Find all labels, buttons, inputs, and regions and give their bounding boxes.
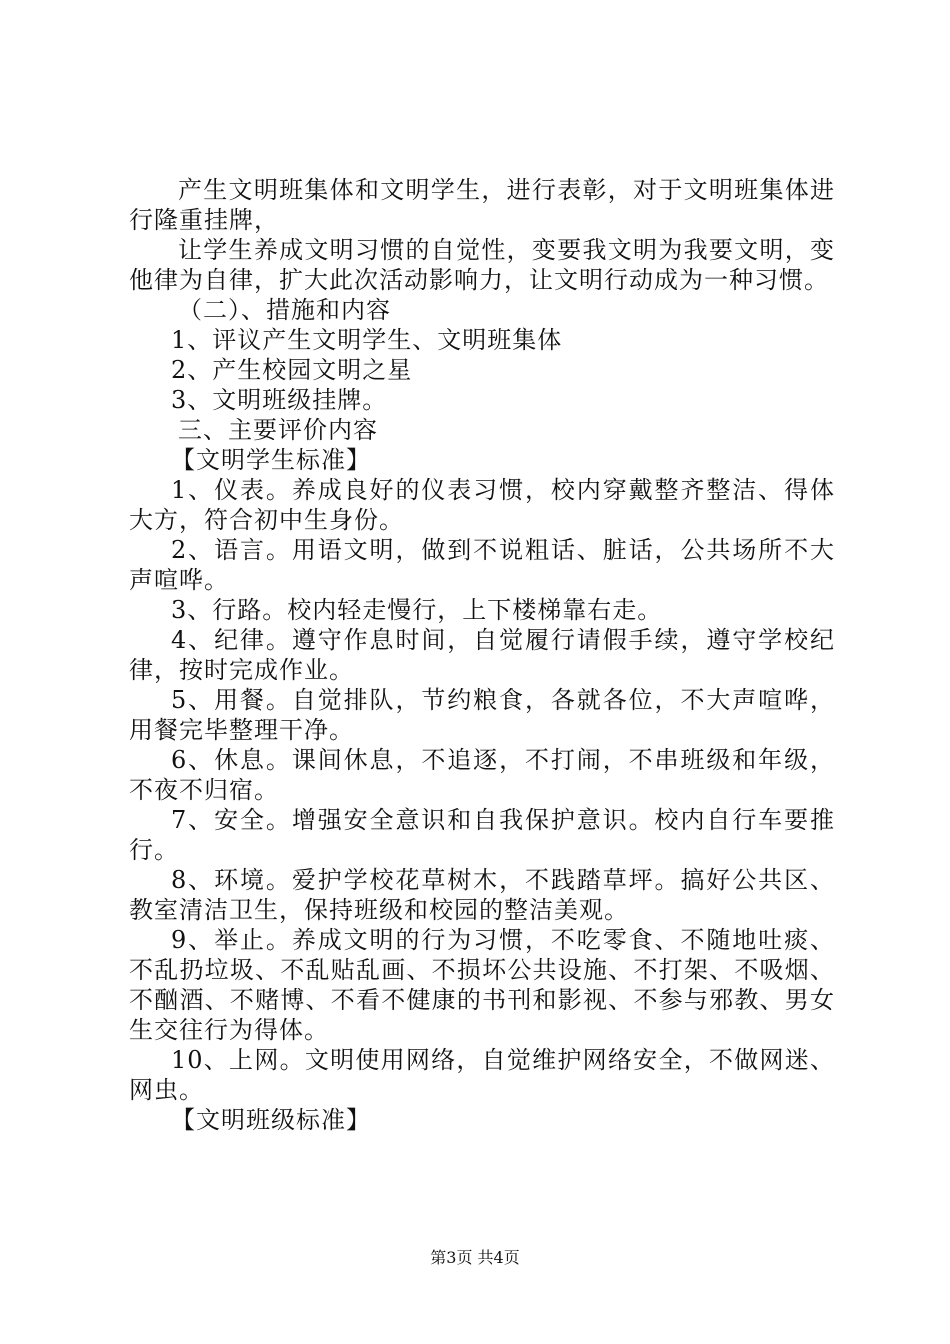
standard-item-3: 3、行路。校内轻走慢行，上下楼梯靠右走。	[171, 596, 663, 624]
standard-item-5: 5、用餐。自觉排队，节约粮食，各就各位，不大声喧哗，用餐完毕整理干净。	[129, 686, 835, 744]
standard-item-6: 6、休息。课间休息，不追逐，不打闹，不串班级和年级，不夜不归宿。	[129, 746, 835, 804]
list-item-2: 2、产生校园文明之星	[171, 356, 413, 384]
standard-item-4: 4、纪律。遵守作息时间，自觉履行请假手续，遵守学校纪律，按时完成作业。	[129, 626, 835, 684]
subheading-class-standard: 【文明班级标准】	[171, 1106, 371, 1134]
paragraph-1: 产生文明班集体和文明学生，进行表彰，对于文明班集体进行隆重挂牌，	[129, 176, 835, 234]
list-item-1: 1、评议产生文明学生、文明班集体	[171, 326, 563, 354]
standard-item-1: 1、仪表。养成良好的仪表习惯，校内穿戴整齐整洁、得体大方，符合初中生身份。	[129, 476, 835, 534]
standard-item-9: 9、举止。养成文明的行为习惯，不吃零食、不随地吐痰、不乱扔垃圾、不乱贴乱画、不损坏公共设施、不打架、不吸烟、不酗酒、不赌博、不看不健康的书刊和影视、不参与邪教、男女生交往行为得体。	[129, 926, 835, 1044]
subheading-student-standard: 【文明学生标准】	[171, 446, 371, 474]
page-footer: 第3页 共4页	[430, 1248, 520, 1267]
paragraph-2: 让学生养成文明习惯的自觉性，变要我文明为我要文明，变他律为自律，扩大此次活动影响力，让文明行动成为一种习惯。	[129, 236, 835, 294]
section-heading-measures: （二）、措施和内容	[178, 296, 391, 324]
standard-item-2: 2、语言。用语文明，做到不说粗话、脏话，公共场所不大声喧哗。	[129, 536, 835, 594]
standard-item-8: 8、环境。爱护学校花草树木，不践踏草坪。搞好公共区、教室清洁卫生，保持班级和校园的整洁美观。	[129, 866, 835, 924]
standard-item-7: 7、安全。增强安全意识和自我保护意识。校内自行车要推行。	[129, 806, 835, 864]
standard-item-10: 10、上网。文明使用网络，自觉维护网络安全，不做网迷、网虫。	[129, 1046, 835, 1104]
document-body	[129, 175, 835, 1135]
list-item-3: 3、文明班级挂牌。	[171, 386, 388, 414]
section-heading-evaluation: 三、主要评价内容	[178, 416, 378, 444]
